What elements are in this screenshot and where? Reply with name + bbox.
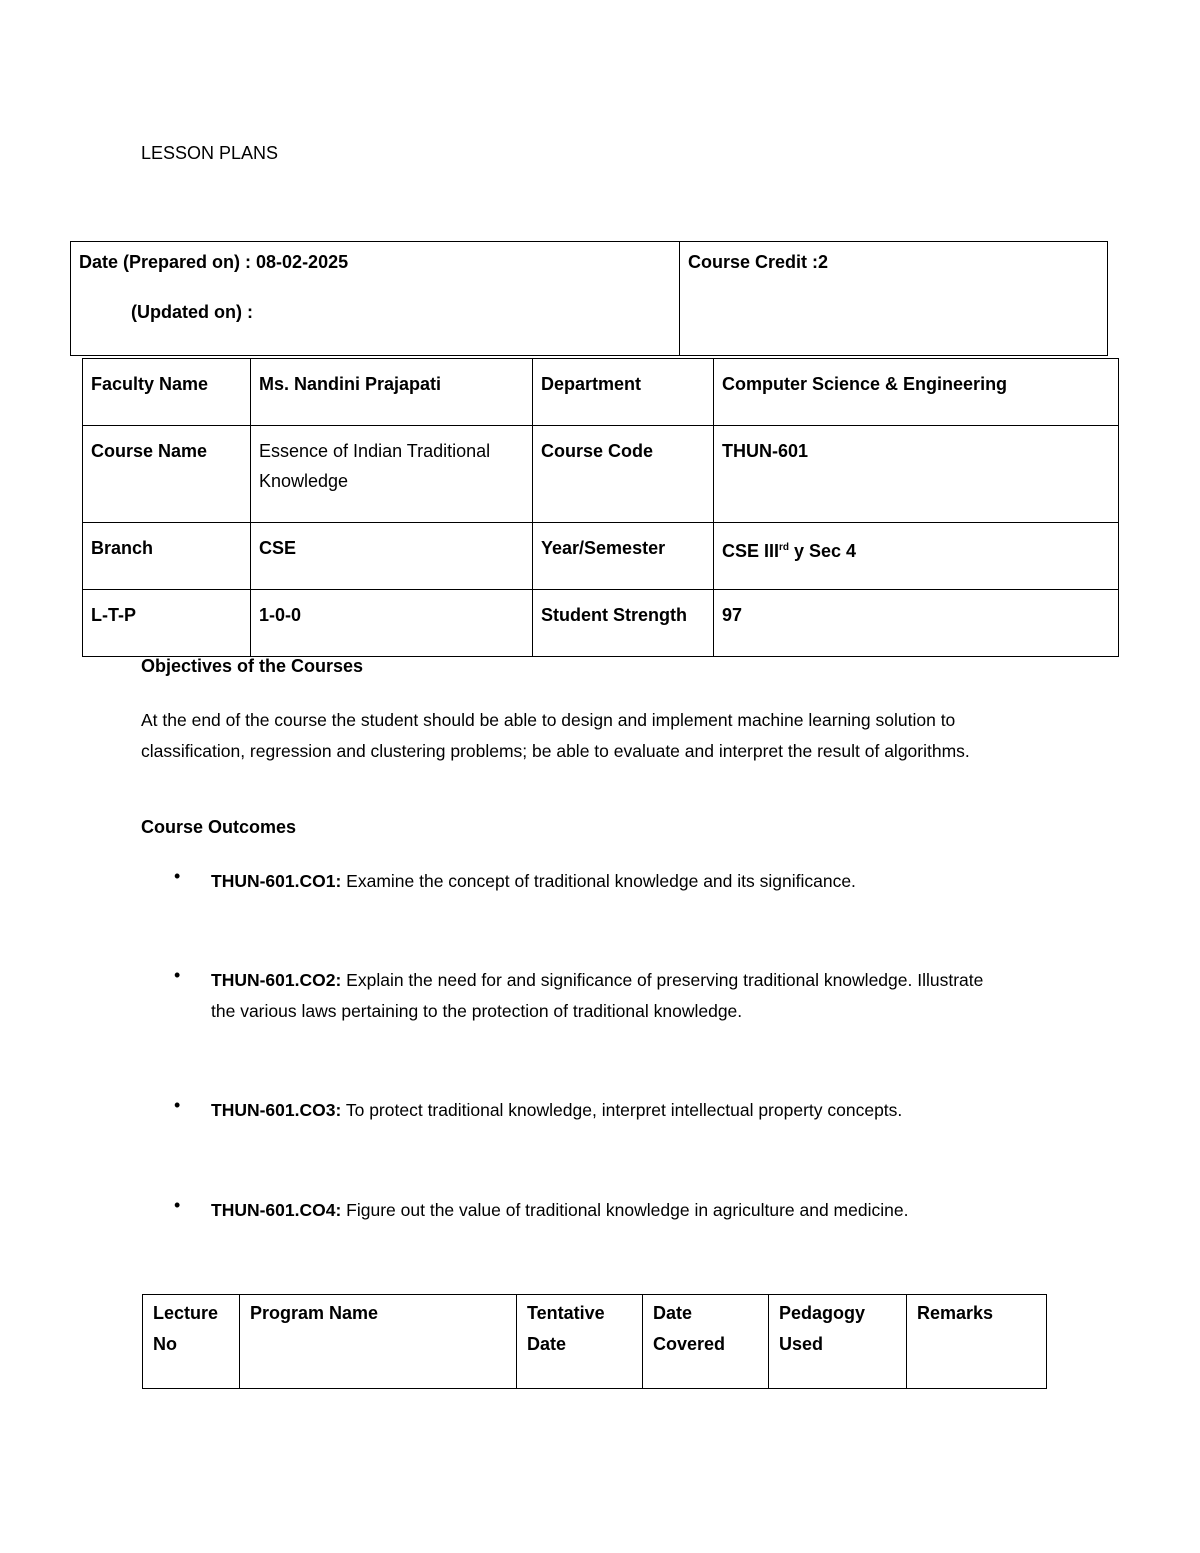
course-outcome-item (211, 1195, 1051, 1226)
year-semester-value (714, 523, 1119, 590)
table-row (83, 359, 1119, 426)
course-outcomes-heading: Course Outcomes (141, 817, 297, 837)
bullet-icon: • (174, 1095, 181, 1115)
outcome-text: To protect traditional knowledge, interpret intellectual property concepts. (341, 1100, 903, 1120)
col-header-tentative-date: Tentative Date (517, 1295, 643, 1389)
outcome-text: Explain the need for and significance of preserving traditional knowledge. Illustrate the various laws pertaining to the protection of traditional knowledge. (211, 970, 984, 1021)
col-header-program-name: Program Name (240, 1295, 517, 1389)
table-header-row (143, 1295, 1047, 1389)
outcome-code: THUN-601.CO3: (211, 1100, 342, 1120)
faculty-name-value: Ms. Nandini Prajapati (251, 359, 533, 426)
course-name-value: Essence of Indian Traditional Knowledge (251, 426, 533, 523)
updated-on-date: (Updated on) : (131, 302, 253, 322)
prepared-on-date: Date (Prepared on) : 08-02-2025 (79, 252, 349, 272)
table-row (83, 523, 1119, 590)
year-suffix: y Sec 4 (789, 541, 857, 561)
col-header-date-covered: Date Covered (643, 1295, 769, 1389)
course-code-label: Course Code (533, 426, 714, 523)
bullet-icon: • (174, 866, 181, 886)
outcome-code: THUN-601.CO4: (211, 1200, 342, 1220)
year-semester-label: Year/Semester (533, 523, 714, 590)
page-title: LESSON PLANS (141, 143, 279, 163)
outcome-text: Examine the concept of traditional knowledge and its significance. (341, 871, 856, 891)
course-outcome-item (211, 866, 1051, 897)
ltp-label: L-T-P (83, 590, 251, 657)
bullet-icon: • (174, 1195, 181, 1215)
course-info-table (82, 358, 1119, 657)
objectives-text: At the end of the course the student should be able to design and implement machine learning solution to classification, regression and clustering problems; be able to evaluate and interpret the result of algorithms. (141, 710, 970, 761)
course-name-label: Course Name (83, 426, 251, 523)
branch-value: CSE (251, 523, 533, 590)
ltp-value: 1-0-0 (251, 590, 533, 657)
department-value: Computer Science & Engineering (714, 359, 1119, 426)
table-row (83, 426, 1119, 523)
outcome-code: THUN-601.CO1: (211, 871, 342, 891)
course-code-value: THUN-601 (714, 426, 1119, 523)
year-prefix: CSE III (722, 541, 780, 561)
objectives-heading: Objectives of the Courses (141, 656, 364, 676)
faculty-name-label: Faculty Name (83, 359, 251, 426)
year-superscript: rd (779, 542, 790, 553)
student-strength-value: 97 (714, 590, 1119, 657)
department-label: Department (533, 359, 714, 426)
outcome-text: Figure out the value of traditional knowledge in agriculture and medicine. (341, 1200, 909, 1220)
course-outcome-item (211, 965, 1011, 1026)
course-credit: Course Credit :2 (688, 252, 829, 272)
date-credit-divider (679, 241, 680, 356)
col-header-lecture-no: Lecture No (143, 1295, 240, 1389)
outcome-code: THUN-601.CO2: (211, 970, 342, 990)
branch-label: Branch (83, 523, 251, 590)
student-strength-label: Student Strength (533, 590, 714, 657)
bullet-icon: • (174, 965, 181, 985)
col-header-pedagogy-used: Pedagogy Used (769, 1295, 907, 1389)
table-row (83, 590, 1119, 657)
lecture-plan-table (142, 1294, 1047, 1389)
col-header-remarks: Remarks (907, 1295, 1047, 1389)
course-outcome-item (211, 1095, 1051, 1126)
